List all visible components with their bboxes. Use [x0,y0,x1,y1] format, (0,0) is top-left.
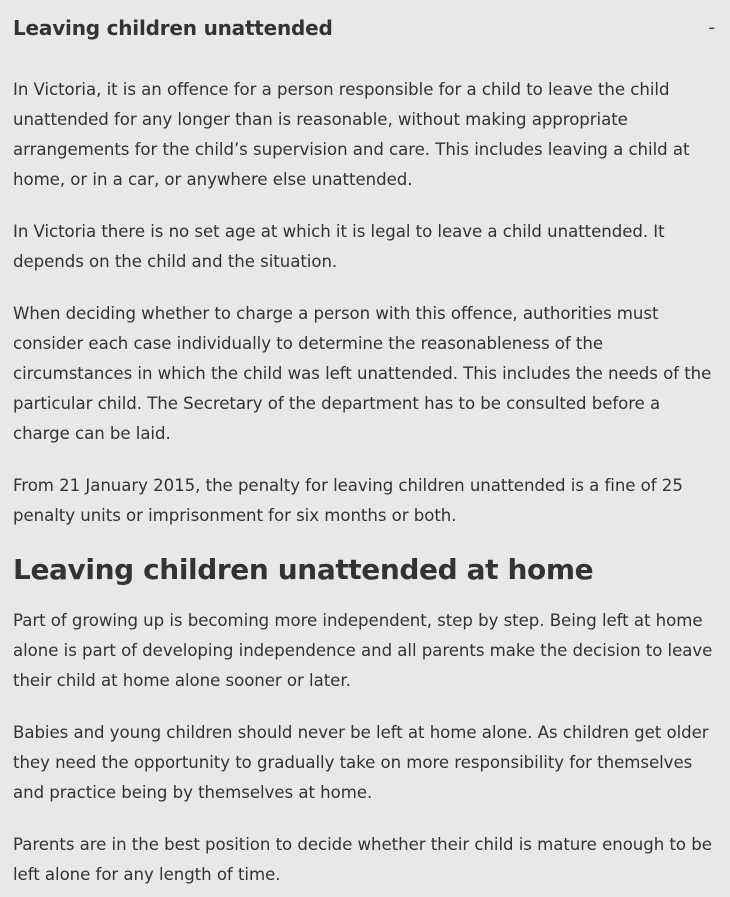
accordion-header[interactable] [13,0,717,56]
section-heading-at-home: Leaving children unattended at home [13,553,594,586]
paragraph-babies: Babies and young children should never be left at home alone. As children get older they need the opportunity to gradually take on more responsibility for themselves and practice being by themselves at home. [13,723,709,802]
accordion-title: Leaving children unattended [13,16,333,40]
paragraph-penalty: From 21 January 2015, the penalty for leaving children unattended is a fine of 25 penalty units or imprisonment for six months or both. [13,476,683,525]
paragraph-no-set-age: In Victoria there is no set age at which it is legal to leave a child unattended. It depends on the child and the situation. [13,222,665,271]
minus-icon[interactable]: - [708,17,715,38]
paragraph-independence: Part of growing up is becoming more independent, step by step. Being left at home alone is part of developing independence and all parents make the decision to leave their child at home alone sooner or later. [13,611,713,690]
paragraph-offence: In Victoria, it is an offence for a person responsible for a child to leave the child unattended for any longer than is reasonable, without making appropriate arrangements for the child’s supervision and care. This includes leaving a child at home, or in a car, or anywhere else unattended. [13,80,690,189]
paragraph-parents-decide: Parents are in the best position to decide whether their child is mature enough to be left alone for any length of time. [13,835,712,884]
accordion-content [13,56,717,890]
paragraph-charging: When deciding whether to charge a person with this offence, authorities must consider each case individually to determine the reasonableness of the circumstances in which the child was left unattended. This includes the needs of the particular child. The Secretary of the department has to be consulted before a charge can be laid. [13,304,712,443]
